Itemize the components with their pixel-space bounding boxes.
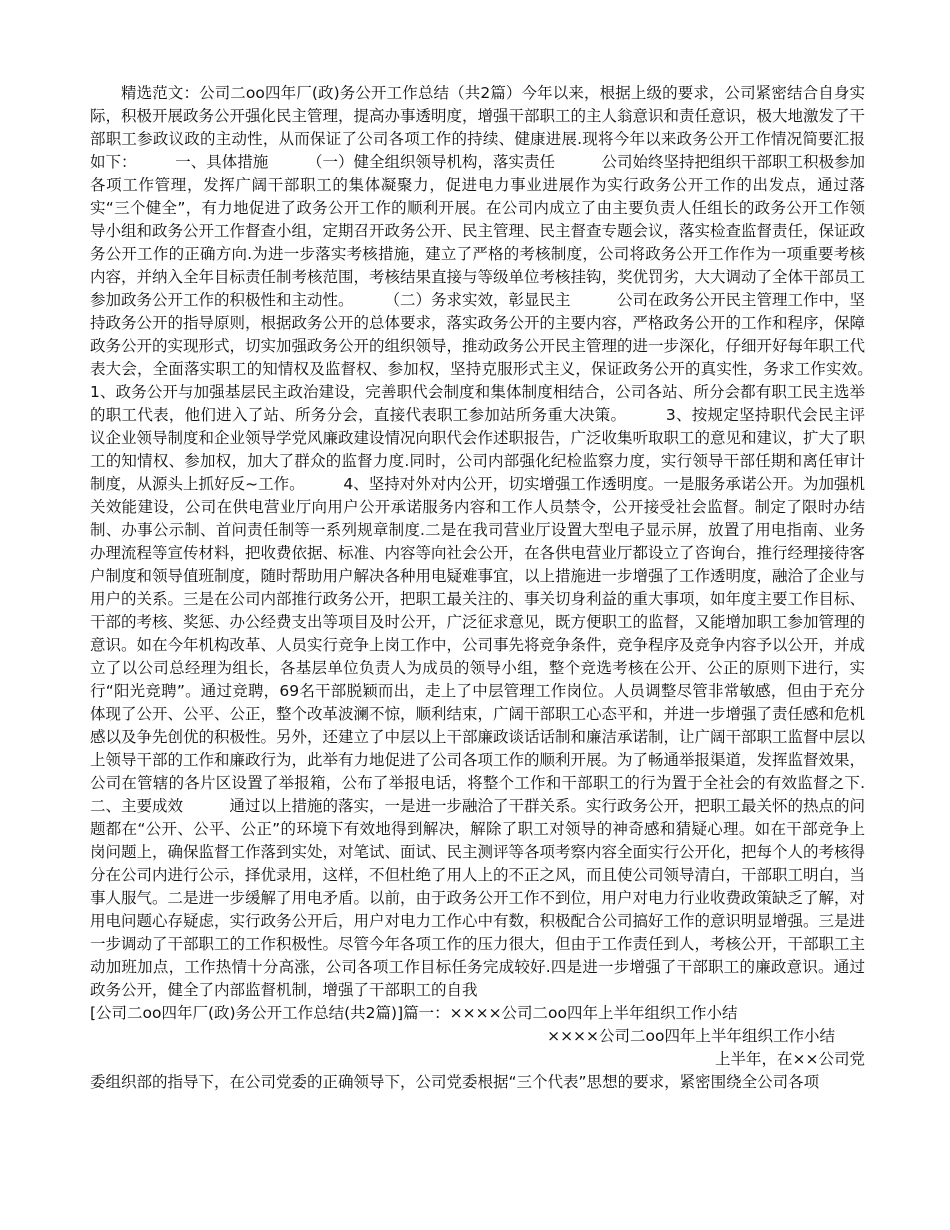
body-paragraph: 精选范文：公司二oo四年厂(政)务公开工作总结（共2篇）今年以来，根据上级的要求，公司紧密结合自身实际，积极开展政务公开强化民主管理，提高办事透明度，增强干部职工的主人翁意识和责任意识，极大地激发了干部职工参政议政的主动性，从而保证了公司各项工作的持续、健康进展.现将今年以来政务公开工作情况简要汇报如下： 一、具体措施 （一）健全组织领导机构，落实责任 公司始终坚持把组织干部职工积极参加各项工作管理，发挥广阔干部职工的集体凝聚力，促进电力事业进展作为实行政务公开工作的出发点，通过落实“三个健全”，有力地促进了政务公开工作的顺利开展。在公司内成立了由主要负责人任组长的政务公开工作领导小组和政务公开工作督查小组，定期召开政务公开、民主管理、民主督查专题会议，落实检查监督责任，保证政务公开工作的正确方向.为进一步落实考核措施，建立了严格的考核制度，公司将政务公开工作作为一项重要考核内容，并纳入全年目标责任制考核范围，考核结果直接与等级单位考核挂钩，奖优罚劣，大大调动了全体干部员工参加政务公开工作的积极性和主动性。 （二）务求实效，彰显民主 公司在政务公开民主管理工作中，坚持政务公开的指导原则，根据政务公开的总体要求，落实政务公开的主要内容，严格政务公开的工作和程序，保障政务公开的实现形式，切实加强政务公开的组织领导，推动政务公开民主管理的进一步深化，仔细开好每年职工代表大会，全面落实职工的知情权及监督权、参加权，坚持克服形式主义，保证政务公开的真实性，务求工作实效。 1、政务公开与加强基层民主政治建设，完善职代会制度和集体制度相结合，公司各站、所分会都有职工民主选举的职工代表，他们进入了站、所务分会，直接代表职工参加站所务重大决策。 3、按规定坚持职代会民主评议企业领导制度和企业领导学党风廉政建设情况向职代会作述职报告，广泛收集听取职工的意见和建议，扩大了职工的知情权、参加权，加大了群众的监督力度.同时，公司内部强化纪检监察力度，实行领导干部任期和离任审计制度，从源头上抓好反~工作。 4、坚持对外对内公开，切实增强工作透明度。一是服务承诺公开。为加强机关效能建设，公司在供电营业厅向用户公开承诺服务内容和工作人员禁令，公开接受社会监督。制定了限时办结制、办事公示制、首问责任制等一系列规章制度.二是在我司营业厅设置大型电子显示屏，放置了用电指南、业务办理流程等宣传材料，把收费依据、标准、内容等向社会公开，在各供电营业厅都设立了咨询台，推行经理接待客户制度和领导值班制度，随时帮助用户解决各种用电疑难事宜，以上措施进一步增强了工作透明度，融洽了企业与用户的关系。三是在公司内部推行政务公开，把职工最关注的、事关切身利益的重大事项，如年度主要工作目标、干部的考核、奖惩、办公经费支出等项目及时公开，广泛征求意见，既方便职工的监督，又能增加职工参加管理的意识。如在今年机构改革、人员实行竞争上岗工作中，公司事先将竞争条件，竞争程序及竞争内容予以公开，并成立了以公司总经理为组长，各基层单位负责人为成员的领导小组，整个竞选考核在公开、公正的原则下进行，实行“阳光竞聘”。通过竞聘，69名干部脱颖而出，走上了中层管理工作岗位。人员调整尽管非常敏感，但由于充分体现了公开、公平、公正，整个改革波澜不惊，顺利结束，广阔干部职工心态平和，并进一步增强了责任感和危机感以及争先创优的积极性。另外，还建立了中层以上干部廉政谈话话制和廉洁承诺制，让广阔干部职工监督中层以上领导干部的工作和廉政行为，此举有力地促进了公司各项工作的顺利开展。为了畅通举报渠道，发挥监督效果，公司在管辖的各片区设置了举报箱，公布了举报电话，将整个工作和干部职工的行为置于全社会的有效监督之下. 二、主要成效 通过以上措施的落实，一是进一步融洽了干群关系。实行政务公开，把职工最关怀的热点的问题都在“公开、公平、公正”的环境下有效地得到解决，解除了职工对领导的神奇感和猜疑心理。如在干部竞争上岗问题上，确保监督工作落到实处，对笔试、面试、民主测评等各项考察内容全面实行公开化，把每个人的考核得分在公司内进行公示，择优录用，这样，不但杜绝了用人上的不正之风，而且使公司领导清白，干部职工明白，当事人服气。二是进一步缓解了用电矛盾。以前，由于政务公开工作不到位，用户对电力行业收费政策缺乏了解，对用电问题心存疑虑，实行政务公开后，用户对电力工作心中有数，积极配合公司搞好工作的意识明显增强。三是进一步调动了干部职工的工作积极性。尽管今年各项工作的压力很大，但由于工作责任到人，考核公开，干部职工主动加班加点，工作热情十分高涨，公司各项工作目标任务完成较好.四是进一步增强了干部职工的廉政意识。通过政务公开，健全了内部监督机制，增强了干部职工的自我: [90, 84, 912, 999]
section-title: ××××公司二oo四年上半年组织工作小结: [547, 1027, 835, 1045]
document-page: [90, 82, 912, 1094]
section-opening: 上半年，在××公司党: [715, 1050, 865, 1068]
article-heading-line: [公司二oo四年厂(政)务公开工作总结(共2篇)]篇一：××××公司二oo四年上半年组织工作小结: [90, 1004, 738, 1022]
section-paragraph: 委组织部的指导下，在公司党委的正确领导下，公司党委根据“三个代表”思想的要求，紧密围绕全公司各项: [90, 1073, 820, 1091]
